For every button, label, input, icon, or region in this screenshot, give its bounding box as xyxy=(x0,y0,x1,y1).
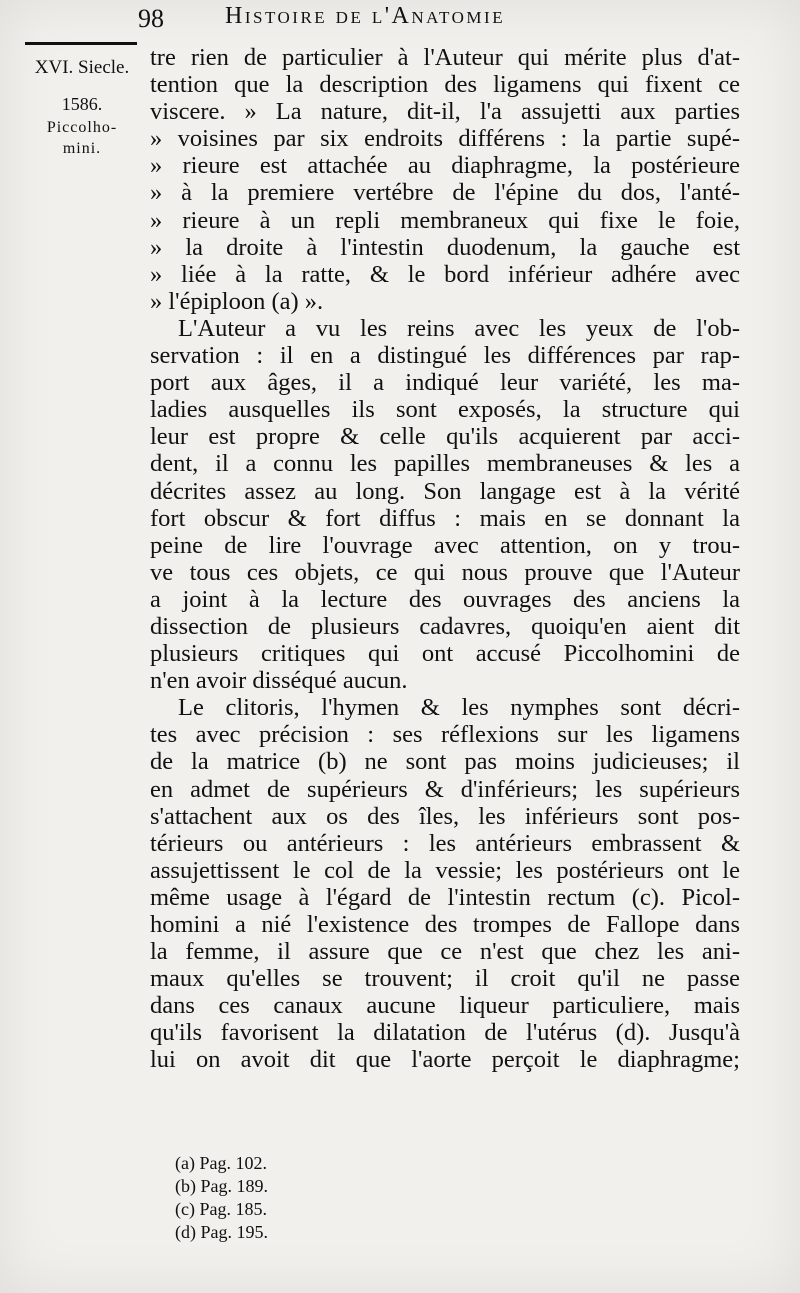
margin-author-line1: Piccolho- xyxy=(46,119,118,136)
footnote: (c) Pag. 185. xyxy=(175,1199,267,1219)
text-line: plusieurs critiques qui ont accusé Piccolhomini de xyxy=(150,640,740,668)
text-line: dent, il a connu les papilles membraneuses & les a xyxy=(150,450,740,478)
text-line: n'en avoir disséqué aucun. xyxy=(150,667,408,695)
text-line: tes avec précision : ses réflexions sur les ligamens xyxy=(150,721,740,749)
text-line: » rieure est attachée au diaphragme, la postérieure xyxy=(150,152,740,180)
text-line: en admet de supérieurs & d'inférieurs; les supérieurs xyxy=(150,775,740,803)
text-line: » voisines par six endroits différens : la partie supé- xyxy=(150,125,740,153)
text-line: ve tous ces objets, ce qui nous prouve que l'Auteur xyxy=(150,558,740,586)
margin-century: XVI. Siecle. xyxy=(34,57,130,78)
text-line: de la matrice (b) ne sont pas moins judicieuses; il xyxy=(150,748,740,776)
text-line: ladies ausquelles ils sont exposés, la structure qui xyxy=(150,396,740,424)
text-line: s'attachent aux os des îles, les inférieurs sont pos- xyxy=(150,802,740,830)
footnote: (b) Pag. 189. xyxy=(175,1176,268,1196)
text-line: maux qu'elles se trouvent; il croit qu'il ne passe xyxy=(150,965,740,993)
text-line: dans ces canaux aucune liqueur particuliere, mais xyxy=(150,992,740,1020)
text-line: décrites assez au long. Son langage est à la vérité xyxy=(150,477,740,505)
footnotes xyxy=(175,1152,268,1244)
text-line: dissection de plusieurs cadavres, quoiqu'en aient dit xyxy=(150,612,740,640)
text-line: qu'ils favorisent la dilatation de l'utérus (d). Jusqu'à xyxy=(150,1019,740,1047)
text-line: a joint à la lecture des ouvrages des anciens la xyxy=(150,585,740,613)
text-line: » l'épiploon (a) ». xyxy=(150,287,324,315)
running-title: Histoire de l'Anatomie xyxy=(225,3,506,29)
text-line: tre rien de particulier à l'Auteur qui mérite plus d'at- xyxy=(150,44,740,71)
footnote: (a) Pag. 102. xyxy=(175,1153,267,1173)
text-line: leur est propre & celle qu'ils acquierent par acci- xyxy=(150,423,740,451)
margin-author-line2: mini. xyxy=(62,140,102,157)
margin-year: 1586. xyxy=(61,94,103,114)
text-line: L'Auteur a vu les reins avec les yeux de l'ob- xyxy=(178,314,740,342)
text-line: servation : il en a distingué les différences par rap- xyxy=(150,342,740,370)
text-line: » rieure à un repli membraneux qui fixe le foie, xyxy=(150,206,740,234)
text-line: lui on avoit dit que l'aorte perçoit le diaphragme; xyxy=(150,1046,740,1074)
text-line: térieurs ou antérieurs : les antérieurs embrassent & xyxy=(150,829,740,857)
margin-rule xyxy=(25,42,137,45)
text-line: fort obscur & fort diffus : mais en se donnant la xyxy=(150,504,740,532)
text-line: port aux âges, il a indiqué leur variété, les ma- xyxy=(150,369,740,397)
text-line: Le clitoris, l'hymen & les nymphes sont décri- xyxy=(178,694,740,722)
text-line: assujettissent le col de la vessie; les postérieurs ont le xyxy=(150,856,740,884)
text-line: tention que la description des ligamens qui fixent ce xyxy=(150,71,740,99)
body-text xyxy=(150,44,740,1074)
text-line: » liée à la ratte, & le bord inférieur adhére avec xyxy=(150,260,740,288)
text-line: » à la premiere vertébre de l'épine du dos, l'anté- xyxy=(150,179,740,207)
page-number: 98 xyxy=(138,4,164,33)
text-line: la femme, il assure que ce n'est que chez les ani- xyxy=(150,938,740,966)
text-line: » la droite à l'intestin duodenum, la gauche est xyxy=(150,233,740,261)
text-line: viscere. » La nature, dit-il, l'a assujetti aux parties xyxy=(150,98,740,126)
text-line: même usage à l'égard de l'intestin rectum (c). Picol- xyxy=(150,883,740,911)
text-line: homini a nié l'existence des trompes de Fallope dans xyxy=(150,911,740,938)
text-line: peine de lire l'ouvrage avec attention, on y trou- xyxy=(150,531,740,559)
footnote: (d) Pag. 195. xyxy=(175,1222,268,1242)
